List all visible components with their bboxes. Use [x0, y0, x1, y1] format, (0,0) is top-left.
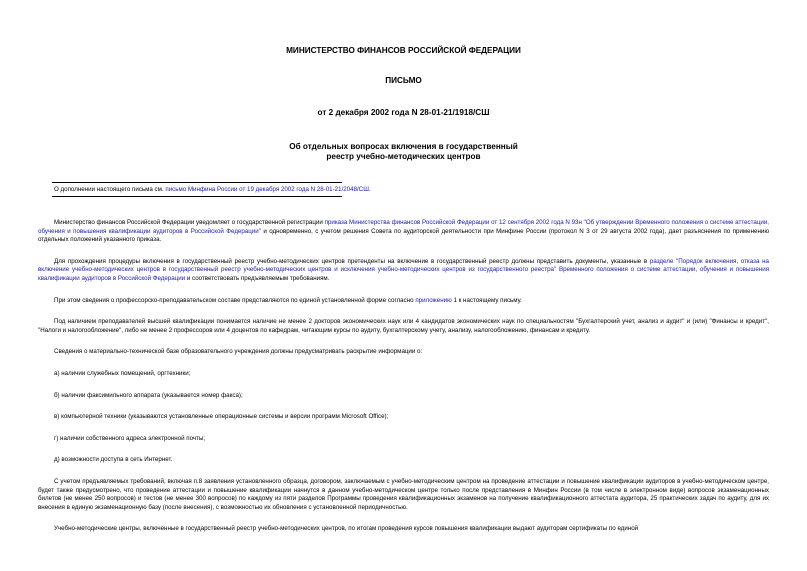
- paragraph-registration: [38, 219, 769, 245]
- note-top-divider: [52, 182, 342, 183]
- paragraph-requirements: С учетом предъявляемых требований, включая п.8 заявления установленного образца, договором, заключаемым с учебно-методическим центром на проведение аттестации и повышение квалификации аудиторов в учебно-методическом центре, будет также предусмотрено, что проведение аттестации и повышение квалификации начнутся в данном учебно-методическом центре только после представления в Минфин России (в том числе в электронном виде) вопросов экзаменационных билетов (не менее 250 вопросов) и тестов (не менее 300 вопросов) по каждому из пяти разделов Программы проведения квалификационных экзаменов на получение квалификационного аттестата аудитора, 25 практических задач по аудиту, для их внесения в единую экзаменационную базу (после внесения), с возможностью их обновления с установленной периодичностью.: [38, 477, 769, 511]
- section-procedure-link[interactable]: разделе "Порядок включения, отказа на включение учебно-методических центров в государственный реестр учебно-методических центров и исключения учебно-методических центров из государственного реестра" Временного положения о системе аттестации, обучения и повышения квалификации аудиторов в Российской Федерации: [38, 257, 769, 282]
- amendment-link[interactable]: письмо Минфина России от 19 декабря 2002 года N 28-01-21/2048/СШ: [165, 186, 369, 193]
- paragraph-text: Министерство финансов Российской Федерации уведомляет о государственной регистрации: [54, 219, 325, 226]
- paragraph-text: и одновременно, с учетом решения Совета по аудиторской деятельности при Минфине России (протокол N 3 от 29 августа 2002 года), дает разъяснения по применению отдельных положений указанного приказа.: [38, 227, 769, 244]
- list-item-g: г) наличии собственного адреса электронной почты;: [54, 434, 206, 442]
- paragraph-qualified-teachers: Под наличием преподавателей высшей квалификации понимается наличие не менее 2 докторов экономических наук или 4 кандидатов экономических наук по специальностям "Бухгалтерский учет, анализ и аудит" и (или) "Финансы и кредит", "Налоги и налогообложение", либо не менее 2 профессоров или 4 доцентов по кафедрам, читающим курсы по аудиту, бухгалтерскому учету, анализу, налогообложению, финансам и кредиту.: [38, 318, 769, 334]
- paragraph-material-base: Сведения о материально-технической базе образовательного учреждения должны предусматривать раскрытие информации о:: [54, 348, 423, 356]
- list-item-b: б) наличии факсимильного аппарата (указывается номер факса);: [54, 391, 243, 399]
- order-93n-link[interactable]: приказа Министерства финансов Российской Федерации от 12 сентября 2002 года N 93н "Об утверждении Временного положения о системе аттестации, обучения и повышения квалификации аудиторов в Российской Федерации": [38, 219, 770, 235]
- amendment-note: [54, 186, 769, 194]
- note-prefix: О дополнении настоящего письма см.: [54, 186, 166, 193]
- title-line-2: реестр учебно-методических центров: [326, 152, 481, 161]
- ministry-heading: МИНИСТЕРСТВО ФИНАНСОВ РОССИЙСКОЙ ФЕДЕРАЦИИ: [286, 46, 521, 55]
- list-item-d: д) возможности доступа в сеть Интернет.: [54, 456, 173, 464]
- document-title: [38, 142, 769, 162]
- list-item-v: в) компьютерной техники (указываются установленные операционные системы и версии программ Microsoft Office);: [54, 413, 389, 421]
- paragraph-procedure: [38, 258, 769, 284]
- paragraph-text: Для прохождения процедуры включения в государственный реестр учебно-методических центров претенденты на включение в государственный реестр должны представить документы, указанные в: [54, 257, 650, 265]
- paragraph-text: 1 к настоящему письму.: [451, 296, 522, 304]
- document-type-heading: ПИСЬМО: [385, 76, 422, 85]
- paragraph-text: При этом сведения о профессорско-преподавательском составе представляются по единой установленной форме согласно: [54, 296, 416, 304]
- list-item-a: а) наличии служебных помещений, оргтехники;: [54, 369, 191, 377]
- paragraph-staff-info: [38, 297, 769, 306]
- note-bottom-divider: [52, 196, 342, 197]
- title-line-1: Об отдельных вопросах включения в государственный: [289, 142, 518, 151]
- appendix-link[interactable]: приложению: [415, 296, 452, 304]
- paragraph-text: и соответствовать предъявляемым требованиям.: [185, 274, 330, 282]
- note-suffix: .: [368, 186, 371, 193]
- date-number-heading: от 2 декабря 2002 года N 28-01-21/1918/СШ: [317, 108, 490, 117]
- paragraph-certificates: Учебно-методические центры, включенные в государственный реестр учебно-методических центров, по итогам проведения курсов повышения квалификации выдают аудиторам сертификаты по единой: [54, 525, 639, 533]
